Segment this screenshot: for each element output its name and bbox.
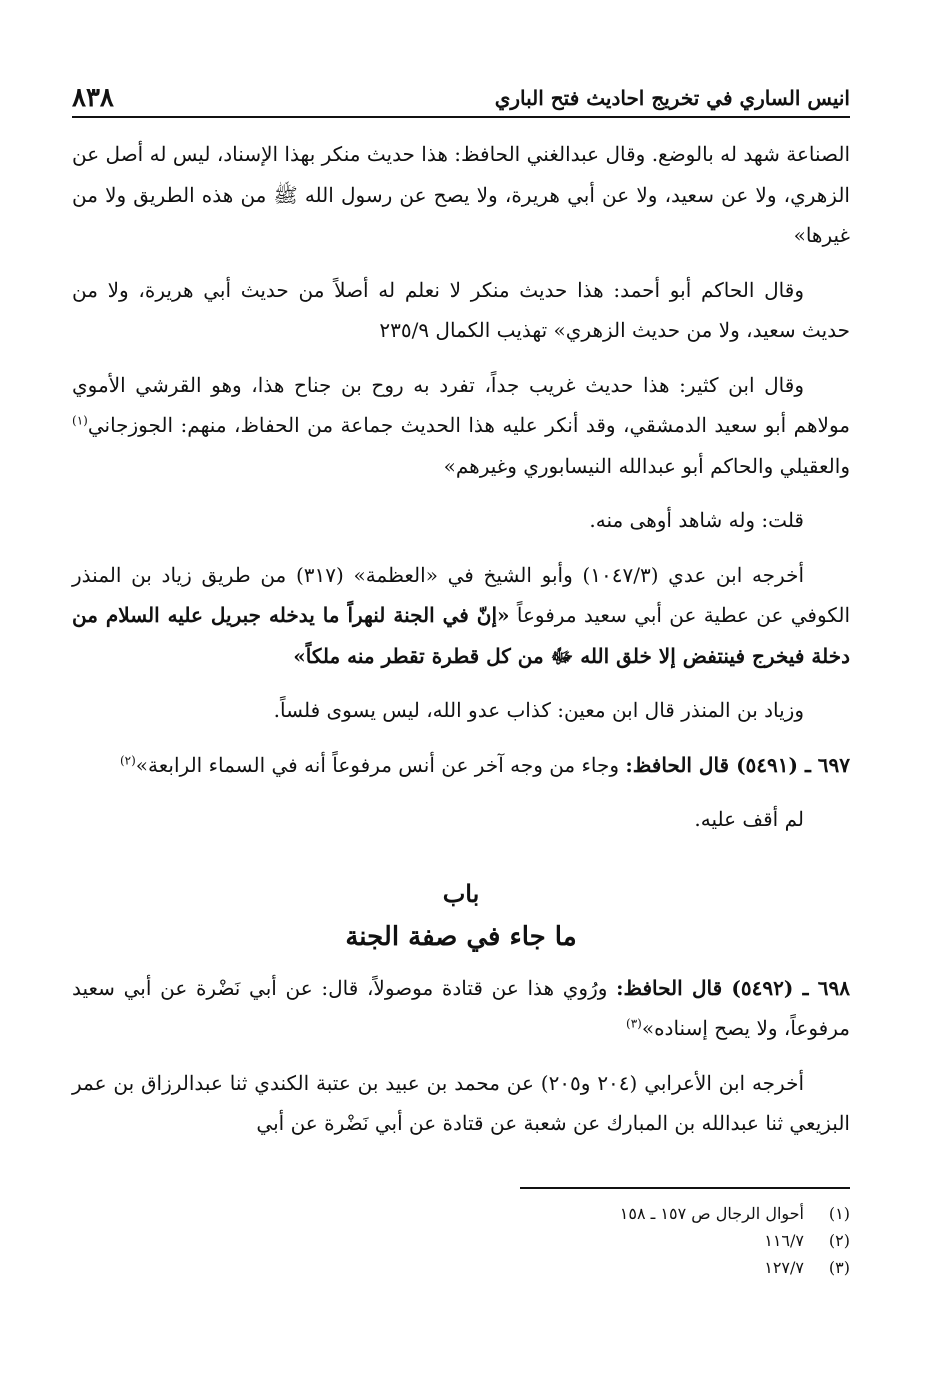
footnote-number: (٣)	[828, 1258, 850, 1277]
paragraph: الصناعة شهد له بالوضع. وقال عبدالغني الحافظ: هذا حديث منكر بهذا الإسناد، ليس له أصل عن الزهري، ولا عن سعيد، ولا عن أبي هريرة، ولا يصح عن رسول الله ﷺ من هذه الطريق ولا من غيرها»	[72, 142, 850, 247]
chapter-heading	[72, 874, 850, 960]
footnotes	[520, 1200, 850, 1281]
entry-text: ورُوي هذا عن قتادة موصولاً، قال: عن أبي نَضْرة عن أبي سعيد مرفوعاً، ولا يصح إسناده»	[72, 975, 850, 1040]
footnote-text: أحوال الرجال ص ١٥٧ ـ ١٥٨	[619, 1204, 804, 1223]
paragraph: لم أقف عليه.	[694, 807, 804, 831]
paragraph: قلت: وله شاهد أوهى منه.	[589, 508, 804, 532]
hadith-text: «إنّ في الجنة لنهراً ما يدخله جبريل عليه السلام من دخلة فيخرج فينتفض إلا خلق الله ﷻ من كل قطرة تقطر منه ملكاً»	[72, 603, 850, 668]
hadith-entry-698	[72, 968, 850, 1049]
paragraph	[72, 365, 850, 487]
footnote-number: (٢)	[828, 1231, 850, 1250]
footnote-divider	[520, 1187, 850, 1189]
entry-text: وجاء من وجه آخر عن أنس مرفوعاً أنه في السماء الرابعة»	[135, 752, 626, 777]
paragraph-text: والعقيلي والحاكم أبو عبدالله النيسابوري وغيرهم»	[443, 453, 850, 478]
chapter-label: باب	[442, 878, 480, 908]
footnote	[520, 1200, 850, 1227]
hadith-entry-697	[72, 745, 850, 786]
paragraph-text: وقال ابن كثير: هذا حديث غريب جداً، تفرد به روح بن جناح هذا، وهو القرشي الأموي مولاهم أبو سعيد الدمشقي، وقد أنكر عليه هذا الحديث جماعة من الحفاظ، منهم: الجوزجاني	[72, 372, 850, 437]
entry-heading: ٦٩٧ ـ (٥٤٩١) قال الحافظ:	[625, 752, 850, 777]
footnote-text: ١١٦/٧	[764, 1231, 804, 1250]
running-title: انيس الساري في تخريج احاديث فتح الباري	[494, 86, 850, 110]
footnote-number: (١)	[828, 1204, 850, 1223]
paragraph: وقال الحاكم أبو أحمد: هذا حديث منكر لا نعلم له أصلاً من حديث أبي هريرة، ولا من حديث سعيد، ولا من حديث الزهري» تهذيب الكمال ٢٣٥/٩	[72, 277, 850, 342]
footnote	[520, 1254, 850, 1281]
footnote-ref: (١)	[72, 413, 88, 428]
main-text	[72, 134, 850, 1158]
footnote-ref: (٢)	[119, 752, 136, 767]
entry-heading: ٦٩٨ ـ (٥٤٩٢) قال الحافظ:	[616, 975, 850, 1000]
footnote	[520, 1227, 850, 1254]
running-header	[72, 80, 850, 118]
paragraph-text: أخرجه ابن عدي (١٠٤٧/٣) وأبو الشيخ في «العظمة» (٣١٧) من طريق زياد بن المنذر الكوفي عن عطية عن أبي سعيد مرفوعاً	[72, 562, 851, 627]
paragraph	[72, 555, 850, 677]
footnote-ref: (٣)	[626, 1016, 642, 1031]
footnote-text: ١٢٧/٧	[764, 1258, 804, 1277]
paragraph: أخرجه ابن الأعرابي (٢٠٤ و٢٠٥) عن محمد بن عبيد بن عتبة الكندي ثنا عبدالرزاق بن عمر البزيعي ثنا عبدالله بن المبارك عن شعبة عن قتادة عن أبي نَضْرة عن أبي	[72, 1070, 850, 1135]
chapter-title: ما جاء في صفة الجنة	[345, 921, 577, 952]
page-number: ٨٣٨	[72, 83, 114, 113]
paragraph: وزياد بن المنذر قال ابن معين: كذاب عدو الله، ليس يسوى فلساً.	[273, 698, 804, 722]
